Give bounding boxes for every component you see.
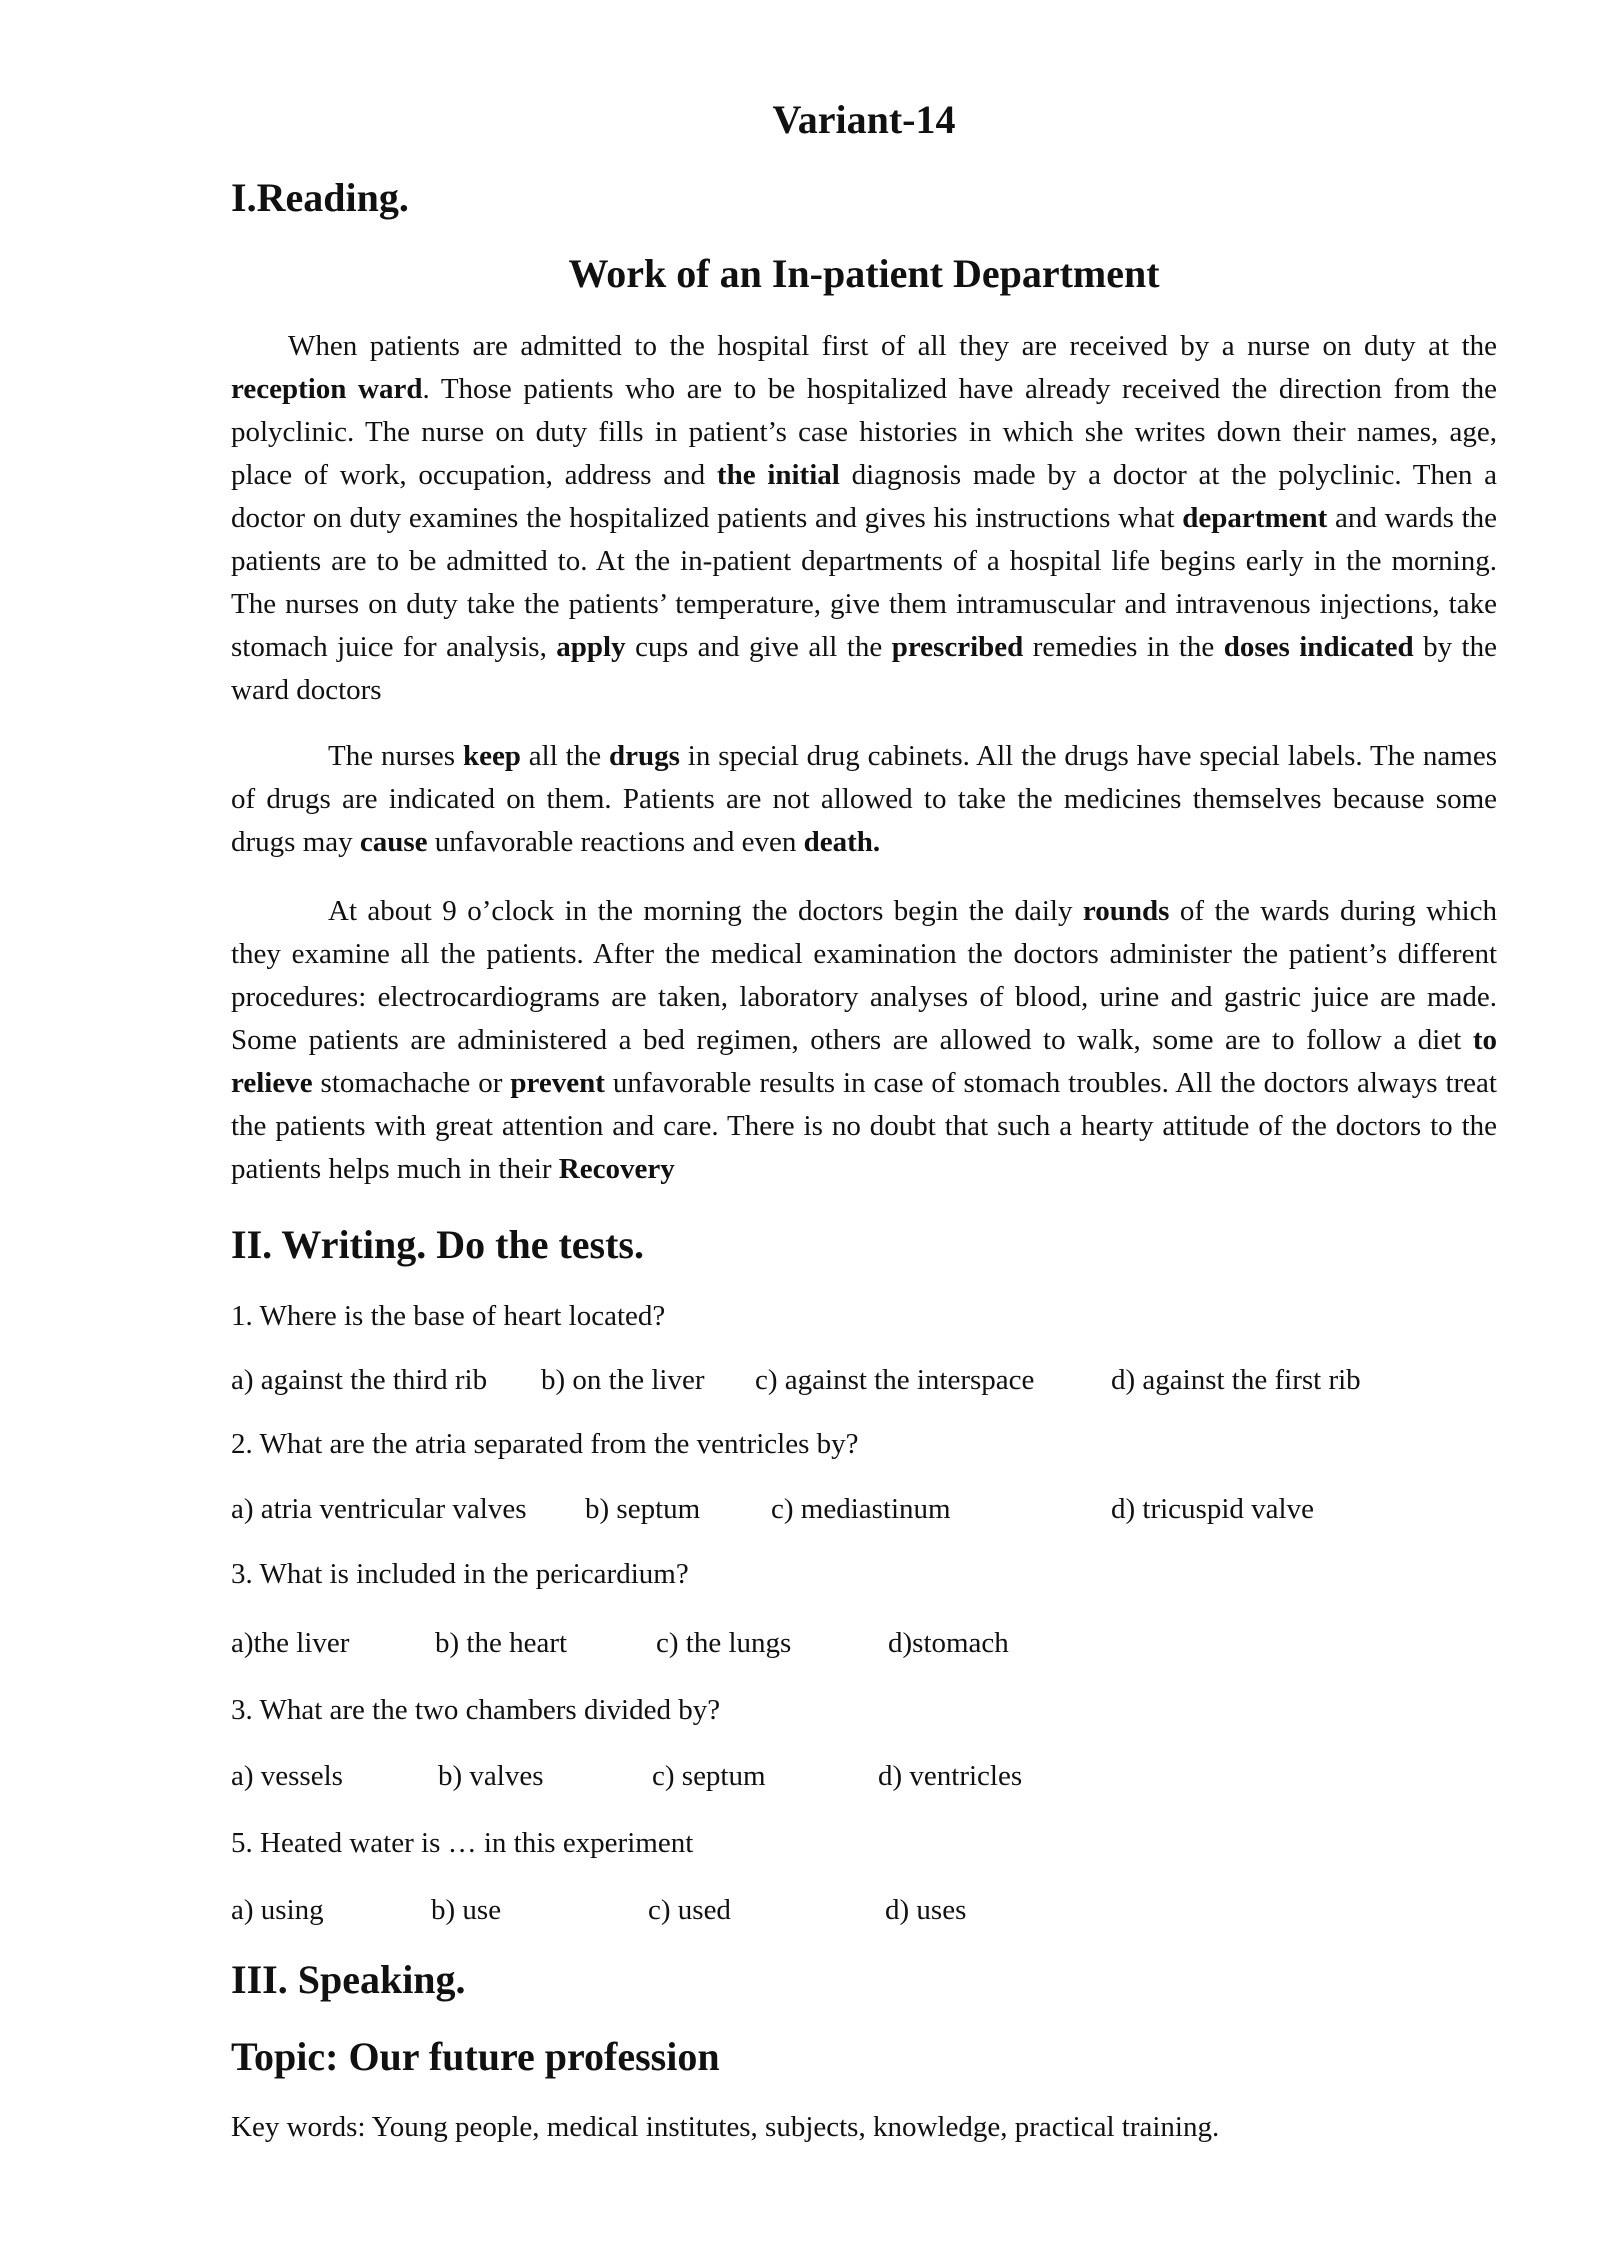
text-run: When patients are admitted to the hospital first of all they are received by a nurse on duty at the	[288, 330, 1497, 362]
bold-keyword: prevent	[510, 1067, 605, 1099]
test-4-option-d: d) ventricles	[878, 1760, 1023, 1792]
bold-keyword: Recovery	[558, 1153, 675, 1185]
bold-keyword: apply	[556, 631, 626, 663]
test-1-option-c: c) against the interspace	[755, 1364, 1035, 1396]
reading-paragraph-3	[231, 890, 1497, 1191]
test-question-4: 3. What are the two chambers divided by?	[231, 1694, 721, 1726]
text-run: of the wards during which they examine all the patients. After the medical examination the doctors administer the patient’s different procedures: electrocardiograms are taken, laboratory analyses of blood, urine and gastric juice are made. Some patients are administered a bed regimen, others are allowed to walk, some are to follow a diet	[231, 895, 1497, 1056]
bold-keyword: keep	[462, 740, 521, 772]
speaking-keywords: Key words: Young people, medical institutes, subjects, knowledge, practical training.	[231, 2111, 1220, 2143]
bold-keyword: rounds	[1082, 895, 1170, 927]
variant-heading: Variant-14	[772, 97, 956, 142]
test-options-4	[231, 1756, 1497, 1796]
test-4-option-c: c) septum	[652, 1760, 766, 1792]
bold-keyword: prescribed	[891, 631, 1024, 663]
test-2-option-d: d) tricuspid valve	[1111, 1493, 1314, 1525]
test-5-option-d: d) uses	[885, 1894, 967, 1926]
test-4-option-b: b) valves	[438, 1760, 544, 1792]
test-2-option-a: a) atria ventricular valves	[231, 1493, 527, 1525]
test-2-option-c: c) mediastinum	[771, 1493, 951, 1525]
bold-keyword: drugs	[608, 740, 680, 772]
section-writing-heading: II. Writing. Do the tests.	[231, 1222, 644, 1267]
test-options-5	[231, 1890, 1497, 1930]
bold-keyword: death.	[803, 826, 881, 858]
test-question-1: 1. Where is the base of heart located?	[231, 1300, 666, 1332]
test-options-3	[231, 1623, 1497, 1663]
text-run: all the	[520, 740, 609, 772]
test-1-option-a: a) against the third rib	[231, 1364, 488, 1396]
test-question-5: 5. Heated water is … in this experiment	[231, 1827, 694, 1859]
text-run: and wards the patients are to be admitted to. At the in-patient departments of a hospital life begins early in the morning. The nurses on duty take the patients’ temperature, give them intramuscular and intravenous injections, take stomach juice for analysis,	[231, 502, 1498, 663]
section-reading-heading: I.Reading.	[231, 175, 409, 220]
text-run: cups and give all the	[625, 631, 892, 663]
test-options-1	[231, 1360, 1497, 1400]
text-run: unfavorable reactions and even	[427, 826, 804, 858]
test-options-2	[231, 1489, 1497, 1529]
test-4-option-a: a) vessels	[231, 1760, 343, 1792]
text-run: remedies in the	[1023, 631, 1224, 663]
bold-keyword: reception ward	[231, 373, 423, 405]
test-question-2: 2. What are the atria separated from the ventricles by?	[231, 1428, 859, 1460]
test-5-option-a: a) using	[231, 1894, 324, 1926]
test-question-3: 3. What is included in the pericardium?	[231, 1558, 689, 1590]
bold-keyword: doses indicated	[1223, 631, 1414, 663]
text-run: stomachache or	[312, 1067, 511, 1099]
text-run: by the ward doctors	[231, 631, 1497, 706]
test-3-option-a: a)the liver	[231, 1627, 350, 1659]
test-3-option-d: d)stomach	[888, 1627, 1009, 1659]
test-2-option-b: b) septum	[585, 1493, 701, 1525]
test-3-option-c: c) the lungs	[656, 1627, 792, 1659]
bold-keyword: the initial	[716, 459, 840, 491]
test-3-option-b: b) the heart	[435, 1627, 568, 1659]
text-run: The nurses	[328, 740, 463, 772]
test-5-option-c: c) used	[648, 1894, 731, 1926]
reading-title: Work of an In-patient Department	[568, 251, 1160, 296]
test-1-option-d: d) against the first rib	[1111, 1364, 1361, 1396]
text-run: in special drug cabinets. All the drugs have special labels. The names of drugs are indicated on them. Patients are not allowed to take the medicines themselves because some drugs may	[231, 740, 1498, 858]
text-run: diagnosis made by a doctor at the polyclinic. Then a doctor on duty examines the hospitalized patients and gives his instructions what	[231, 459, 1497, 534]
test-5-option-b: b) use	[431, 1894, 502, 1926]
reading-paragraph-2	[231, 735, 1497, 864]
text-run: . Those patients who are to be hospitalized have already received the direction from the polyclinic. The nurse on duty fills in patient’s case histories in which she writes down their names, age, place of work, occupation, address and	[231, 373, 1497, 491]
text-run: unfavorable results in case of stomach troubles. All the doctors always treat the patients with great attention and care. There is no doubt that such a hearty attitude of the doctors to the patients helps much in their	[231, 1067, 1497, 1185]
section-speaking-heading: III. Speaking.	[231, 1957, 466, 2002]
test-1-option-b: b) on the liver	[541, 1364, 705, 1396]
bold-keyword: to relieve	[231, 1024, 1497, 1099]
text-run: At about 9 o’clock in the morning the doctors begin the daily	[328, 895, 1083, 927]
bold-keyword: department	[1182, 502, 1328, 534]
reading-paragraph-1	[231, 325, 1497, 712]
speaking-topic: Topic: Our future profession	[231, 2034, 720, 2079]
bold-keyword: cause	[359, 826, 428, 858]
